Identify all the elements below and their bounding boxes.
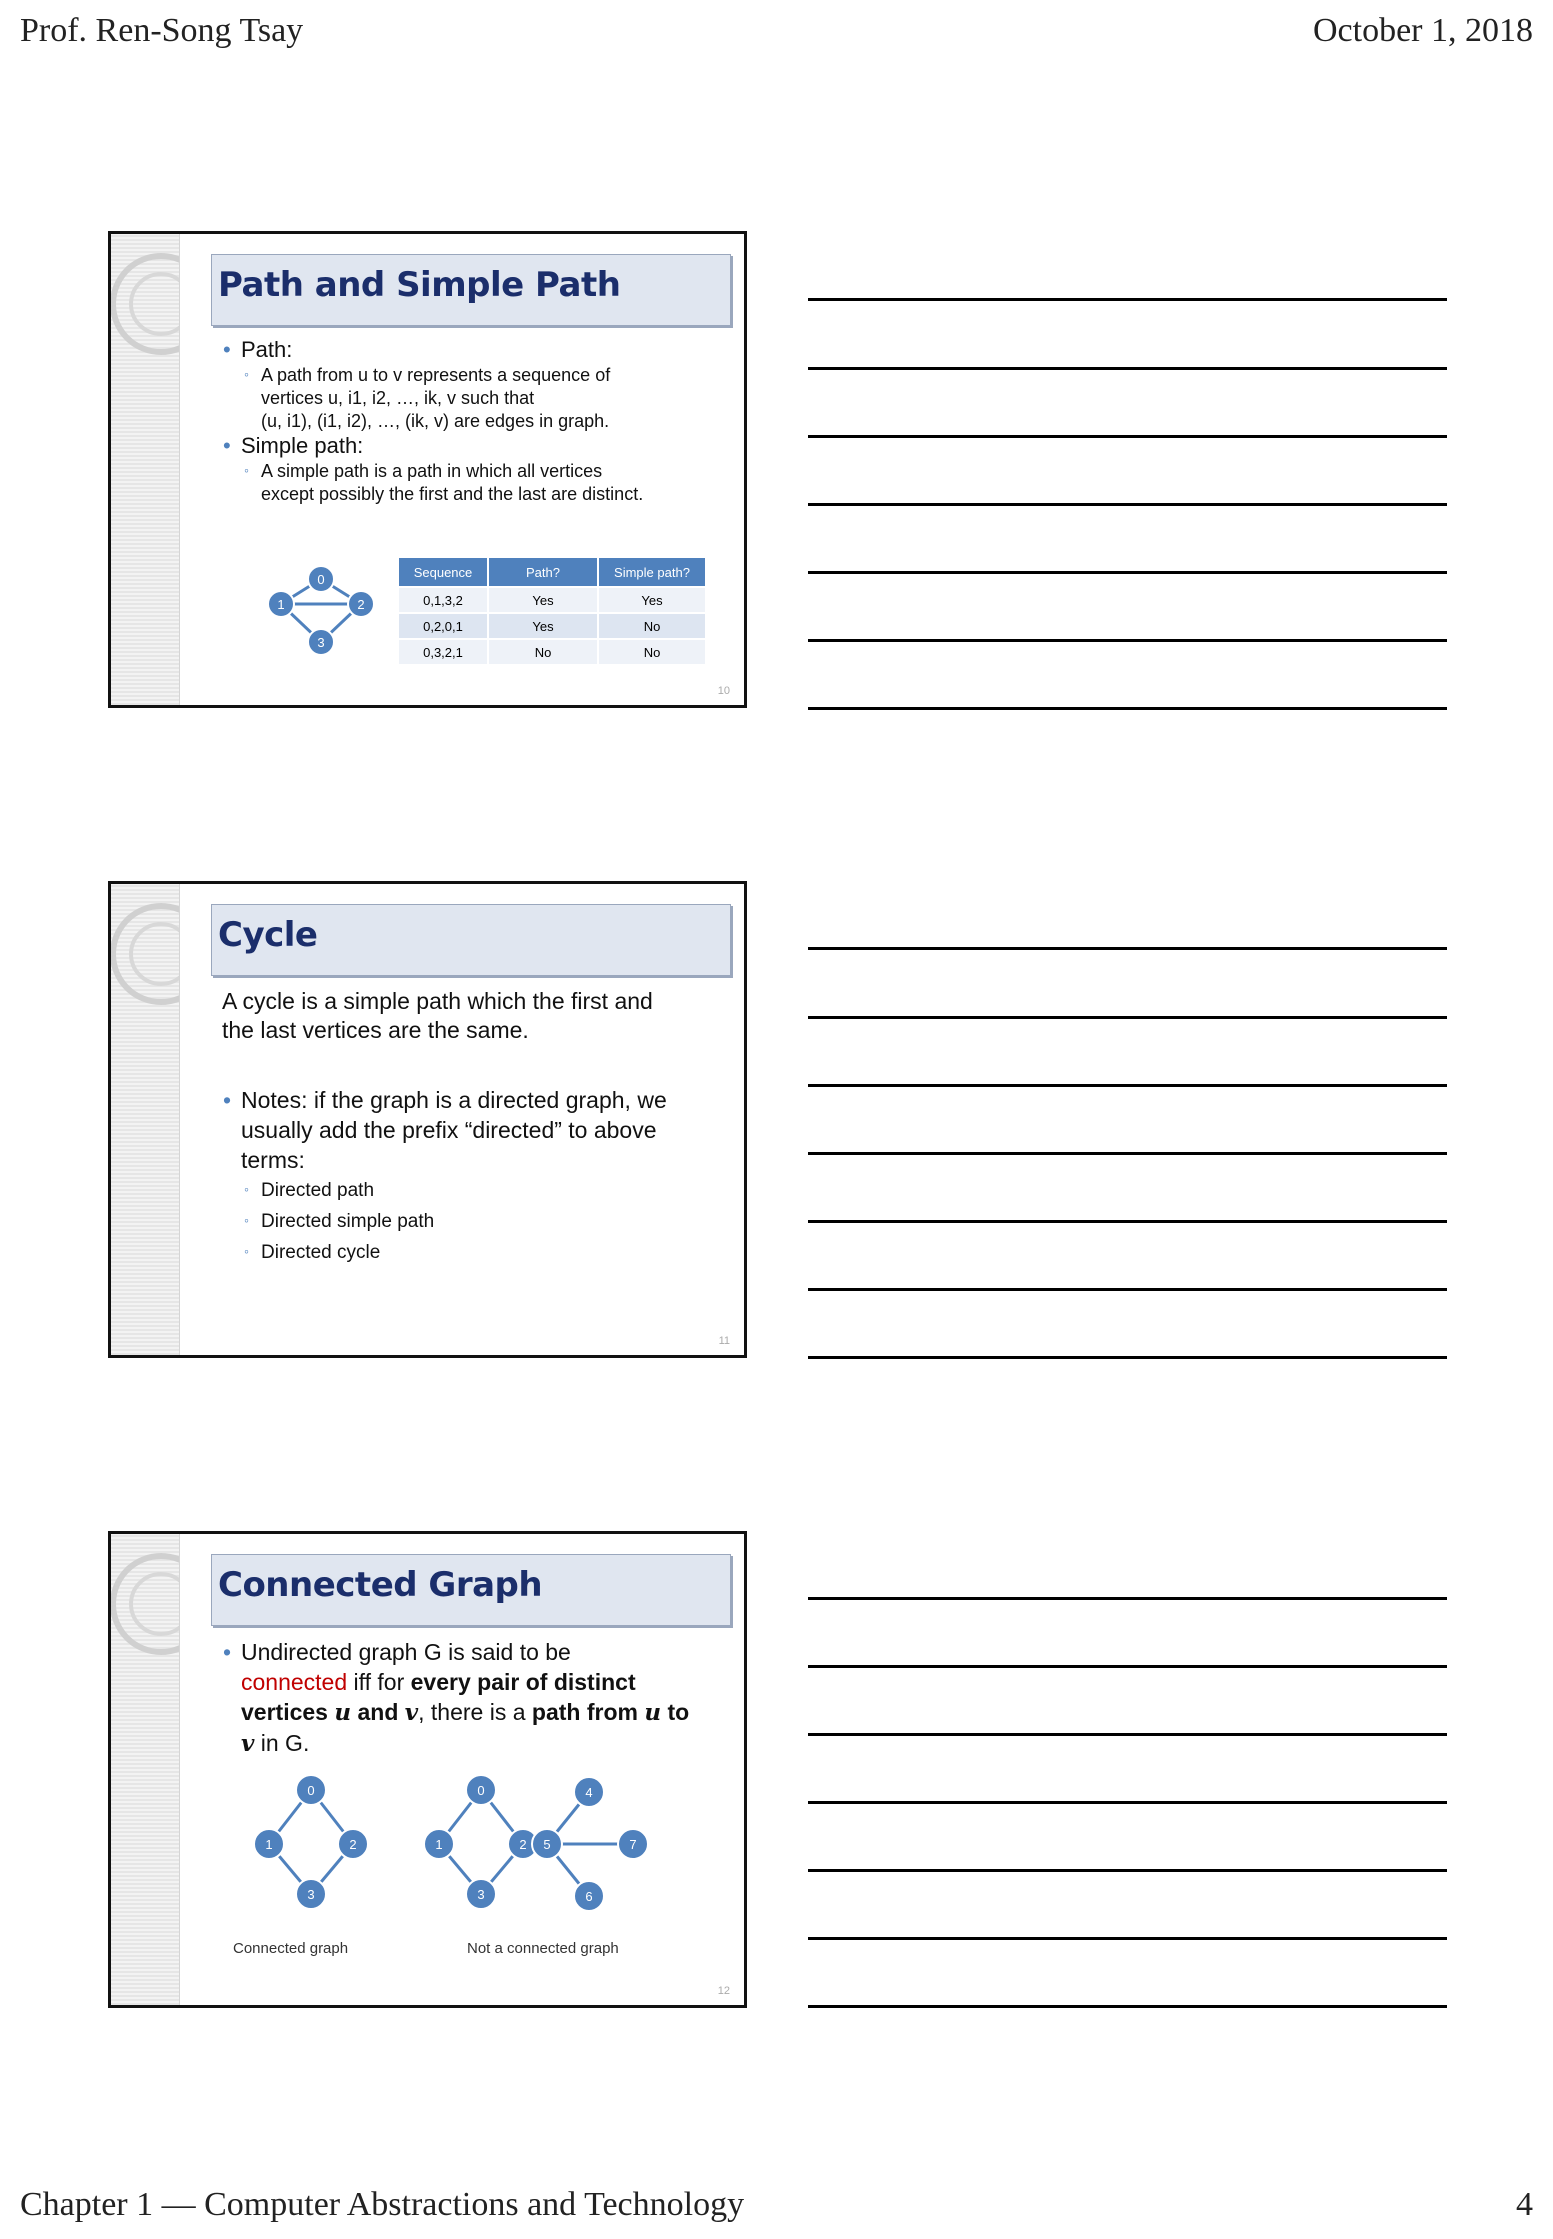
header-author: Prof. Ren-Song Tsay bbox=[20, 12, 304, 49]
svg-text:1: 1 bbox=[277, 597, 285, 612]
sub-directed-path: ◦ Directed path bbox=[261, 1180, 374, 1202]
graph-node bbox=[348, 591, 374, 617]
slide-decoration bbox=[111, 884, 180, 1355]
table-header: Sequence bbox=[399, 558, 488, 587]
notes-line1: • Notes: if the graph is a directed graph, we bbox=[241, 1087, 667, 1114]
table-row: 0,3,2,1 No No bbox=[399, 639, 706, 664]
svg-text:1: 1 bbox=[265, 1837, 273, 1852]
notes-line2: usually add the prefix “directed” to above bbox=[241, 1117, 657, 1143]
svg-text:7: 7 bbox=[629, 1837, 637, 1852]
header-date: October 1, 2018 bbox=[1312, 12, 1533, 49]
table-header: Simple path? bbox=[598, 558, 706, 587]
path-def-line1: ◦ A path from u to v represents a sequence of bbox=[261, 365, 610, 386]
svg-text:4: 4 bbox=[585, 1785, 593, 1800]
slide-decoration bbox=[111, 1534, 180, 2005]
path-def-line2: vertices u, i1, i2, …, ik, v such that bbox=[261, 388, 535, 408]
slide-number: 12 bbox=[717, 1985, 730, 1997]
slide-number: 10 bbox=[717, 685, 730, 697]
slide-title: Connected Graph bbox=[218, 1565, 543, 1605]
decorative-circles-icon bbox=[111, 884, 179, 1084]
bullet-simple-path: • Simple path: bbox=[241, 433, 363, 459]
slide-cycle bbox=[108, 881, 747, 1358]
cycle-def-line2: the last vertices are the same. bbox=[222, 1017, 529, 1043]
slide-number: 11 bbox=[718, 1335, 730, 1347]
graph-node bbox=[268, 591, 294, 617]
svg-text:0: 0 bbox=[477, 1783, 485, 1798]
svg-text:5: 5 bbox=[543, 1837, 551, 1852]
simple-path-def-line1: ◦ A simple path is a path in which all vertices bbox=[261, 461, 602, 482]
svg-text:1: 1 bbox=[435, 1837, 443, 1852]
slide-title: Path and Simple Path bbox=[218, 265, 621, 305]
slide-connected-graph bbox=[108, 1531, 747, 2008]
cycle-def-line1: A cycle is a simple path which the first and bbox=[222, 988, 653, 1014]
path-def-line3: (u, i1), (i1, i2), …, (ik, v) are edges in graph. bbox=[261, 411, 610, 431]
slide-path-and-simple-path bbox=[108, 231, 747, 708]
footer-chapter: Chapter 1 — Computer Abstractions and Technology bbox=[20, 2186, 745, 2223]
connected-def: • Undirected graph G is said to be connected iff for every pair of distinct vertices u and v, there is a path from u to v in G. bbox=[241, 1637, 741, 1759]
svg-text:3: 3 bbox=[317, 635, 325, 650]
notes-line3: terms: bbox=[241, 1147, 305, 1173]
svg-text:2: 2 bbox=[357, 597, 365, 612]
graph-diagram bbox=[251, 564, 391, 679]
graph-node bbox=[308, 566, 334, 592]
caption-not-connected: Not a connected graph bbox=[467, 1940, 619, 1957]
table-row: 0,2,0,1 Yes No bbox=[399, 613, 706, 639]
slide-title: Cycle bbox=[218, 915, 318, 955]
sub-directed-simple-path: ◦ Directed simple path bbox=[261, 1211, 434, 1233]
svg-text:2: 2 bbox=[349, 1837, 357, 1852]
simple-path-def-line2: except possibly the first and the last are distinct. bbox=[261, 484, 644, 504]
caption-connected: Connected graph bbox=[233, 1940, 349, 1957]
svg-text:0: 0 bbox=[307, 1783, 315, 1798]
table-row: 0,1,3,2 Yes Yes bbox=[399, 587, 706, 613]
svg-text:0: 0 bbox=[317, 572, 325, 587]
decorative-circles-icon bbox=[111, 1534, 179, 1734]
connected-graphs-diagram bbox=[201, 1766, 721, 1926]
footer-page-number: 4 bbox=[1516, 2186, 1533, 2223]
slide-title-box bbox=[211, 1554, 731, 1626]
decorative-circles-icon bbox=[111, 234, 179, 434]
bullet-path: • Path: bbox=[241, 337, 292, 363]
svg-text:3: 3 bbox=[477, 1887, 485, 1902]
svg-text:2: 2 bbox=[519, 1837, 527, 1852]
slide-decoration bbox=[111, 234, 180, 705]
slide-title-box bbox=[211, 904, 731, 976]
graph-node bbox=[308, 629, 334, 655]
table-header: Path? bbox=[488, 558, 598, 587]
svg-text:3: 3 bbox=[307, 1887, 315, 1902]
slide-title-box bbox=[211, 254, 731, 326]
svg-text:6: 6 bbox=[585, 1889, 593, 1904]
sub-directed-cycle: ◦ Directed cycle bbox=[261, 1242, 380, 1264]
path-table bbox=[399, 558, 707, 664]
